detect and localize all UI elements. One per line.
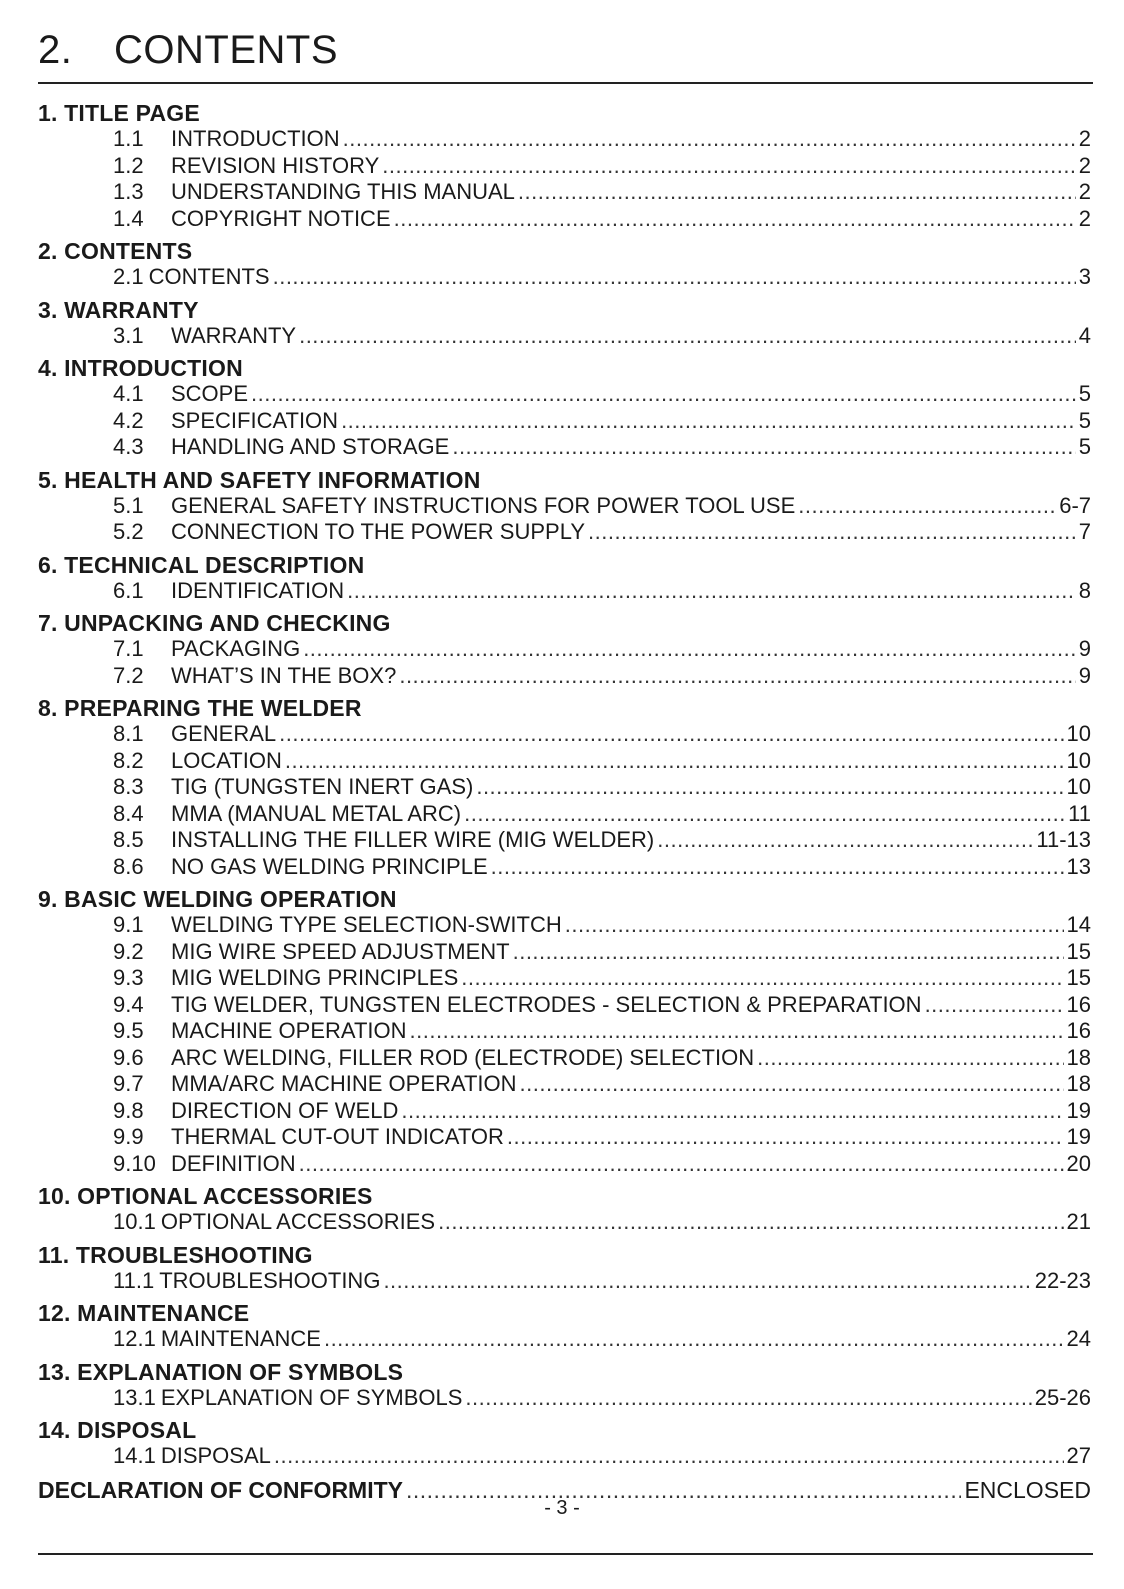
dot-leader [285,748,1064,775]
section-title: 11. TROUBLESHOOTING [38,1241,313,1268]
toc-entry [38,1098,1091,1125]
section-title: 1. TITLE PAGE [38,100,200,126]
entry-label: ARC WELDING, FILLER ROD (ELECTRODE) SELECTION [171,1044,755,1070]
entry-number: 9.4 [113,991,144,1017]
entry-label: OPTIONAL ACCESSORIES [160,1209,436,1234]
entry-page: 16 [1066,1018,1091,1043]
entry-label: CONTENTS [148,264,270,289]
entry-label: PACKAGING [171,636,301,661]
toc-entry [38,912,1091,939]
dot-leader [274,1443,1064,1470]
entry-page: 2 [1078,179,1091,204]
dot-leader [299,1151,1064,1178]
entry-page: 18 [1066,1044,1091,1070]
entry-page: 7 [1078,519,1091,544]
toc-entry [38,801,1091,828]
entry-number: 9.8 [113,1097,144,1123]
dot-leader [399,663,1075,690]
entry-label: DISPOSAL [160,1443,271,1468]
entry-page: 2 [1078,126,1091,151]
dot-leader [438,1209,1063,1236]
entry-page: 16 [1066,991,1091,1017]
entry-number: 9.10 [113,1150,156,1176]
entry-number: 14.1 [113,1443,156,1468]
entry-number: 4.3 [113,434,144,459]
toc-entry [38,206,1091,233]
toc-entry [38,1385,1091,1412]
entry-number: 1.4 [113,205,144,231]
entry-label: HANDLING AND STORAGE [171,434,450,459]
entry-page: 11-13 [1036,827,1091,852]
entry-label: DEFINITION [171,1150,296,1176]
toc-entry [38,519,1091,546]
entry-page: 2 [1078,152,1091,178]
entry-page: 15 [1066,965,1091,990]
dot-leader [382,153,1076,180]
toc-section [38,467,1091,546]
toc-section [38,1183,1091,1236]
entry-page: 10 [1066,721,1091,746]
toc-entry [38,992,1091,1019]
entry-number: 9.2 [113,938,144,964]
entry-label: NO GAS WELDING PRINCIPLE [171,853,488,879]
dot-leader [273,264,1076,291]
table-of-contents [38,100,1091,1504]
toc-entry [38,264,1091,291]
toc-entry [38,153,1091,180]
toc-entry [38,323,1091,350]
section-title: 13. EXPLANATION OF SYMBOLS [38,1358,404,1385]
entry-number: 9.3 [113,965,144,990]
bottom-divider [38,1553,1093,1555]
dot-leader [303,636,1076,663]
declaration-label: DECLARATION OF CONFORMITY [38,1476,403,1503]
entry-number: 1.2 [113,152,144,178]
entry-page: 5 [1078,381,1091,406]
entry-page: 24 [1066,1326,1091,1351]
toc-section [38,100,1091,232]
dot-leader [657,827,1033,854]
entry-page: 9 [1078,662,1091,688]
entry-number: 9.6 [113,1044,144,1070]
toc-entry [38,854,1091,881]
entry-label: MAINTENANCE [160,1326,321,1351]
dot-leader [507,1124,1064,1151]
toc-entry [38,1268,1091,1295]
section-title: 14. DISPOSAL [38,1417,197,1443]
dot-leader [588,519,1076,546]
entry-label: MMA (MANUAL METAL ARC) [171,800,462,826]
entry-page: 15 [1066,938,1091,964]
dot-leader [410,1018,1064,1045]
dot-leader [324,1326,1064,1353]
toc-entry [38,381,1091,408]
entry-page: 8 [1078,577,1091,603]
dot-leader [520,1071,1064,1098]
toc-entry [38,1151,1091,1178]
dot-leader [341,408,1076,435]
dot-leader [343,126,1076,153]
toc-entry [38,1443,1091,1470]
entry-label: DIRECTION OF WELD [171,1097,399,1123]
entry-number: 8.5 [113,827,144,852]
entry-label: EXPLANATION OF SYMBOLS [160,1384,463,1410]
entry-label: WHAT’S IN THE BOX? [171,662,397,688]
entry-page: 19 [1066,1097,1091,1123]
toc-entry [38,1124,1091,1151]
entry-page: 21 [1066,1209,1091,1234]
toc-entry [38,1018,1091,1045]
entry-number: 4.2 [113,407,144,433]
dot-leader [452,434,1075,461]
toc-entry [38,1209,1091,1236]
toc-section [38,1242,1091,1295]
entry-page: 10 [1066,774,1091,799]
toc-section [38,1417,1091,1470]
toc-section [38,610,1091,689]
entry-page: 5 [1078,407,1091,433]
dot-leader [279,721,1063,748]
page-number: - 3 - [544,1497,580,1519]
page-title [38,26,338,74]
entry-number: 12.1 [113,1326,156,1351]
entry-number: 8.4 [113,800,144,826]
dot-leader [383,1268,1031,1295]
toc-section [38,355,1091,461]
dot-leader [465,1385,1031,1412]
toc-entry [38,408,1091,435]
entry-page: 10 [1066,747,1091,773]
toc-entry [38,1326,1091,1353]
dot-leader [299,323,1076,350]
entry-number: 8.2 [113,747,144,773]
entry-page: 3 [1078,264,1091,289]
entry-page: 2 [1078,205,1091,231]
entry-label: MMA/ARC MACHINE OPERATION [171,1071,517,1096]
toc-entry [38,939,1091,966]
dot-leader [461,965,1063,992]
declaration-page: ENCLOSED [964,1476,1091,1503]
toc-entry [38,1071,1091,1098]
toc-entry [38,827,1091,854]
dot-leader [476,774,1063,801]
toc-entry [38,965,1091,992]
dot-leader [513,939,1064,966]
entry-number: 1.1 [113,126,144,151]
entry-page: 18 [1066,1071,1091,1096]
entry-number: 10.1 [113,1209,156,1234]
entry-page: 20 [1066,1150,1091,1176]
section-title: 5. HEALTH AND SAFETY INFORMATION [38,466,481,493]
dot-leader [491,854,1064,881]
entry-label: TIG (TUNGSTEN INERT GAS) [171,774,474,799]
entry-label: INTRODUCTION [171,126,340,151]
entry-page: 4 [1078,322,1091,348]
entry-number: 9.5 [113,1018,144,1043]
toc-entry [38,126,1091,153]
entry-label: TROUBLESHOOTING [159,1267,381,1293]
toc-entry [38,748,1091,775]
entry-number: 9.1 [113,912,144,937]
entry-page: 13 [1066,853,1091,879]
dot-leader [347,578,1076,605]
entry-number: 2.1 [113,264,144,289]
entry-label: SPECIFICATION [171,407,339,433]
entry-label: CONNECTION TO THE POWER SUPPLY [171,519,585,544]
entry-number: 9.9 [113,1124,144,1149]
toc-section [38,297,1091,350]
toc-entry [38,179,1091,206]
entry-number: 1.3 [113,179,144,204]
toc-entry [38,636,1091,663]
entry-number: 5.2 [113,519,144,544]
section-title: 10. OPTIONAL ACCESSORIES [38,1183,373,1209]
toc-entry [38,721,1091,748]
entry-label: UNDERSTANDING THIS MANUAL [171,179,515,204]
dot-leader [401,1098,1063,1125]
section-title: 6. TECHNICAL DESCRIPTION [38,551,365,578]
entry-label: THERMAL CUT-OUT INDICATOR [171,1124,504,1149]
entry-page: 11 [1068,800,1091,826]
dot-leader [565,912,1064,939]
heading-number: 2. [38,28,73,72]
top-divider [38,82,1093,84]
section-title: 8. PREPARING THE WELDER [38,695,362,721]
entry-number: 6.1 [113,577,144,603]
entry-label: COPYRIGHT NOTICE [171,205,391,231]
entry-page: 6-7 [1059,492,1091,518]
section-title: 7. UNPACKING AND CHECKING [38,610,391,636]
entry-number: 8.3 [113,774,144,799]
entry-page: 5 [1078,434,1091,459]
entry-label: SCOPE [171,381,249,406]
section-title: 3. WARRANTY [38,296,199,323]
entry-label: WARRANTY [171,322,297,348]
section-title: 9. BASIC WELDING OPERATION [38,886,397,912]
entry-label: TIG WELDER, TUNGSTEN ELECTRODES - SELECTION & PREPARATION [171,991,922,1017]
entry-label: LOCATION [171,747,282,773]
toc-entry [38,493,1091,520]
dot-leader [798,493,1056,520]
entry-number: 8.1 [113,721,144,746]
toc-section [38,238,1091,291]
entry-number: 4.1 [113,381,144,406]
dot-leader [394,206,1076,233]
section-title: 12. MAINTENANCE [38,1300,250,1326]
toc-entry [38,434,1091,461]
dot-leader [518,179,1076,206]
entry-label: MACHINE OPERATION [171,1018,407,1043]
entry-label: MIG WIRE SPEED ADJUSTMENT [171,938,510,964]
entry-label: REVISION HISTORY [171,152,380,178]
entry-page: 19 [1066,1124,1091,1149]
entry-number: 3.1 [113,322,144,348]
entry-number: 11.1 [113,1267,155,1293]
entry-page: 25-26 [1034,1384,1091,1410]
heading-title: CONTENTS [114,28,338,72]
section-title: 2. CONTENTS [38,238,193,264]
entry-page: 14 [1066,912,1091,937]
entry-number: 7.2 [113,662,144,688]
entry-label: IDENTIFICATION [171,577,345,603]
entry-page: 27 [1066,1443,1091,1468]
entry-label: GENERAL SAFETY INSTRUCTIONS FOR POWER TOOL USE [171,492,796,518]
entry-number: 13.1 [113,1384,156,1410]
dot-leader [464,801,1065,828]
entry-label: MIG WELDING PRINCIPLES [171,965,459,990]
dot-leader [251,381,1076,408]
toc-section [38,552,1091,605]
toc-section [38,695,1091,880]
entry-label: GENERAL [171,721,277,746]
entry-page: 9 [1078,636,1091,661]
section-title: 4. INTRODUCTION [38,355,243,381]
toc-entry [38,1045,1091,1072]
entry-number: 7.1 [113,636,144,661]
entry-number: 8.6 [113,853,144,879]
toc-section [38,886,1091,1177]
entry-label: WELDING TYPE SELECTION-SWITCH [171,912,562,937]
toc-section [38,1359,1091,1412]
dot-leader [757,1045,1063,1072]
entry-label: INSTALLING THE FILLER WIRE (MIG WELDER) [171,827,655,852]
dot-leader [925,992,1064,1019]
toc-entry [38,774,1091,801]
toc-section [38,1300,1091,1353]
toc-entry [38,578,1091,605]
entry-number: 9.7 [113,1071,144,1096]
toc-entry [38,663,1091,690]
entry-page: 22-23 [1034,1267,1091,1293]
entry-number: 5.1 [113,492,144,518]
